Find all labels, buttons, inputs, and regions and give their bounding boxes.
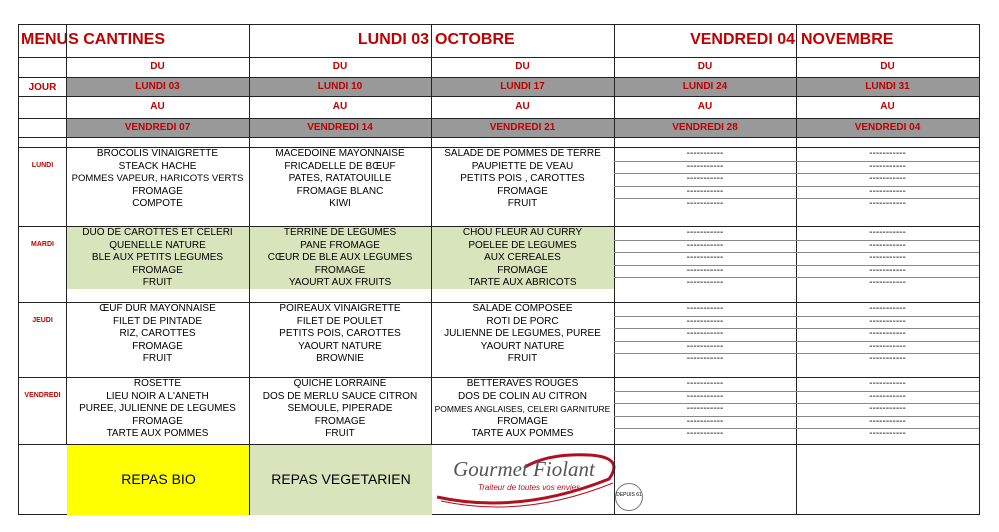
- menu-item: CHOU FLEUR AU CURRY: [462, 227, 583, 238]
- menu-item: DOS DE COLIN AU CITRON: [458, 391, 587, 402]
- menu-item: FRUIT: [142, 277, 173, 288]
- menu-item: SEMOULE, PIPERADE: [287, 403, 393, 414]
- du-label: DU: [697, 61, 713, 72]
- menu-item: -----------: [869, 353, 906, 364]
- menu-item: PUREE, JULIENNE DE LEGUMES: [79, 403, 236, 414]
- menu-item: AUX CEREALES: [484, 252, 561, 263]
- menu-item: POMMES VAPEUR, HARICOTS VERTS: [71, 173, 244, 184]
- menu-item: QUICHE LORRAINE: [293, 378, 387, 389]
- end-month: NOVEMBRE: [801, 31, 894, 48]
- menu-item: FRUIT: [325, 428, 355, 439]
- menu-item: FRUIT: [142, 353, 173, 364]
- gourmet-fiolant-logo: [429, 449, 619, 511]
- menu-item: -----------: [869, 186, 906, 197]
- week-end: VENDREDI 04: [854, 122, 921, 133]
- badge-text: DEPUIS 61: [616, 492, 642, 498]
- menu-item: -----------: [686, 428, 724, 439]
- menu-item: FROMAGE: [497, 265, 548, 276]
- logo-name: Gourmet Fiolant: [453, 457, 595, 481]
- menu-item: FROMAGE: [497, 416, 548, 427]
- menu-item: -----------: [869, 403, 906, 414]
- menu-item: -----------: [869, 265, 906, 276]
- menu-item: YAOURT NATURE: [480, 341, 565, 352]
- end-date: VENDREDI 04: [690, 31, 795, 48]
- menu-item: -----------: [869, 341, 906, 352]
- menu-item: STEACK HACHE: [118, 161, 197, 172]
- menu-item: -----------: [869, 148, 906, 159]
- bio-label: REPAS BIO: [121, 471, 196, 487]
- menu-item: POIREAUX VINAIGRETTE: [279, 303, 401, 314]
- menu-item: -----------: [686, 198, 724, 209]
- menu-item: DOS DE MERLU SAUCE CITRON: [262, 391, 418, 402]
- menu-item: COMPOTE: [132, 198, 183, 209]
- menu-item: POMMES ANGLAISES, CELERI GARNITURE: [434, 404, 611, 414]
- week-start: LUNDI 17: [500, 81, 545, 92]
- logo-tagline: Traiteur de toutes vos envies: [477, 483, 581, 492]
- du-label: DU: [515, 61, 530, 72]
- menu-item: -----------: [686, 328, 724, 339]
- au-label: AU: [880, 101, 895, 112]
- menu-item: FILET DE PINTADE: [112, 316, 203, 327]
- menu-item: -----------: [686, 240, 724, 251]
- menu-item: -----------: [686, 303, 724, 314]
- menu-item: BROWNIE: [316, 353, 364, 364]
- menu-item: CŒUR DE BLE AUX LEGUMES: [267, 252, 413, 263]
- menu-item: BROCOLIS VINAIGRETTE: [96, 148, 219, 159]
- menu-item: JULIENNE DE LEGUMES, PUREE: [444, 328, 601, 339]
- week-end: VENDREDI 14: [307, 122, 373, 133]
- week-start: LUNDI 10: [317, 81, 363, 92]
- du-label: DU: [150, 61, 165, 72]
- menu-item: SALADE DE POMMES DE TERRE: [444, 148, 601, 159]
- menu-item: -----------: [869, 277, 906, 288]
- menu-item: ŒUF DUR MAYONNAISE: [99, 303, 216, 314]
- menu-item: -----------: [686, 252, 724, 263]
- day-label: LUNDI: [31, 162, 54, 169]
- menu-item: -----------: [686, 265, 724, 276]
- menu-title: MENUS CANTINES: [21, 31, 166, 48]
- menu-item: FROMAGE: [314, 416, 366, 427]
- menu-item: -----------: [686, 416, 724, 427]
- menu-item: BLE AUX PETITS LEGUMES: [91, 252, 224, 263]
- start-date: LUNDI 03: [357, 31, 429, 48]
- au-label: AU: [150, 101, 165, 112]
- menu-item: PETITS POIS , CAROTTES: [460, 173, 585, 184]
- menu-item: FRUIT: [507, 198, 538, 209]
- au-label: AU: [515, 101, 530, 112]
- menu-item: -----------: [686, 186, 724, 197]
- week-start: LUNDI 31: [865, 81, 910, 92]
- header-rule-1: [19, 77, 979, 78]
- menu-item: BETTERAVES ROUGES: [466, 378, 579, 389]
- depuis-badge: [615, 483, 643, 511]
- menu-item: -----------: [686, 277, 724, 288]
- menu-item: PAUPIETTE DE VEAU: [471, 161, 574, 172]
- menu-item: FROMAGE: [132, 341, 183, 352]
- menu-item: -----------: [686, 173, 724, 184]
- menu-item: -----------: [686, 403, 724, 414]
- menu-item: -----------: [869, 303, 906, 314]
- menu-item: -----------: [869, 240, 906, 251]
- menu-item: FROMAGE: [132, 186, 183, 197]
- start-month: OCTOBRE: [435, 31, 515, 48]
- menu-item: TARTE AUX ABRICOTS: [468, 277, 577, 288]
- menu-item: FRICADELLE DE BŒUF: [284, 161, 396, 172]
- day-label: JEUDI: [32, 317, 53, 324]
- col-rule-4: [796, 25, 797, 515]
- du-label: DU: [332, 61, 348, 72]
- menu-item: PANE FROMAGE: [300, 240, 380, 251]
- col-rule-1: [249, 25, 250, 515]
- menu-item: FROMAGE: [314, 265, 366, 276]
- menu-item: TARTE AUX POMMES: [106, 428, 209, 439]
- header-rule-3: [19, 118, 979, 119]
- menu-item: QUENELLE NATURE: [109, 240, 206, 251]
- menu-item: -----------: [869, 198, 906, 209]
- menu-item: ROTI DE PORC: [486, 316, 559, 327]
- menu-item: -----------: [686, 161, 724, 172]
- footer-rule: [19, 444, 979, 445]
- menu-item: PATES, RATATOUILLE: [288, 173, 392, 184]
- week-end: VENDREDI 07: [124, 122, 191, 133]
- menu-item: YAOURT NATURE: [298, 341, 382, 352]
- menu-item: FROMAGE: [132, 265, 183, 276]
- menu-item: RIZ, CAROTTES: [119, 328, 196, 339]
- menu-item: -----------: [869, 252, 906, 263]
- menu-item: POELEE DE LEGUMES: [468, 240, 577, 251]
- menu-item: -----------: [869, 378, 906, 389]
- menu-item: DUO DE CAROTTES ET CELERI: [82, 227, 233, 238]
- menu-item: FROMAGE: [497, 186, 548, 197]
- week-start: LUNDI 24: [682, 81, 728, 92]
- menu-item: TERRINE DE LEGUMES: [283, 227, 397, 238]
- week-end: VENDREDI 21: [489, 122, 556, 133]
- menu-item: -----------: [686, 391, 724, 402]
- header-rule-2: [19, 96, 979, 97]
- jour-label: JOUR: [28, 82, 57, 93]
- menu-item: MACEDOINE MAYONNAISE: [275, 148, 405, 159]
- vegetarian-label: REPAS VEGETARIEN: [271, 471, 411, 487]
- au-label: AU: [332, 101, 348, 112]
- menu-item: -----------: [686, 378, 724, 389]
- menu-item: TARTE AUX POMMES: [471, 428, 574, 439]
- menu-item: PETITS POIS, CAROTTES: [279, 328, 401, 339]
- header-rule-4: [19, 137, 979, 138]
- menu-item: FROMAGE BLANC: [296, 186, 384, 197]
- header-rule-0: [19, 57, 979, 58]
- au-label: AU: [697, 101, 713, 112]
- menu-item: FRUIT: [507, 353, 538, 364]
- menu-item: -----------: [686, 341, 724, 352]
- week-end: VENDREDI 28: [672, 122, 738, 133]
- menu-item: -----------: [869, 328, 906, 339]
- menu-item: YAOURT AUX FRUITS: [288, 277, 392, 288]
- menu-item: KIWI: [329, 198, 351, 209]
- menu-item: -----------: [869, 161, 906, 172]
- menu-item: SALADE COMPOSEE: [472, 303, 573, 314]
- menu-item: -----------: [869, 428, 906, 439]
- menu-item: -----------: [869, 316, 906, 327]
- col-rule-3: [614, 25, 615, 515]
- menu-item: -----------: [686, 353, 724, 364]
- menu-item: -----------: [869, 416, 906, 427]
- menu-item: FROMAGE: [132, 416, 183, 427]
- day-label: VENDREDI: [24, 392, 61, 399]
- menu-item: -----------: [686, 316, 724, 327]
- menu-item: -----------: [869, 227, 906, 238]
- menu-item: -----------: [686, 227, 724, 238]
- menu-item: ROSETTE: [133, 378, 182, 389]
- menu-item: -----------: [869, 173, 906, 184]
- menu-item: -----------: [686, 148, 724, 159]
- du-label: DU: [880, 61, 895, 72]
- menu-item: LIEU NOIR A L'ANETH: [106, 391, 209, 402]
- menu-table: [18, 24, 980, 515]
- day-label: MARDI: [31, 241, 54, 248]
- menu-item: -----------: [869, 391, 906, 402]
- menu-item: FILET DE POULET: [296, 316, 384, 327]
- week-start: LUNDI 03: [135, 81, 180, 92]
